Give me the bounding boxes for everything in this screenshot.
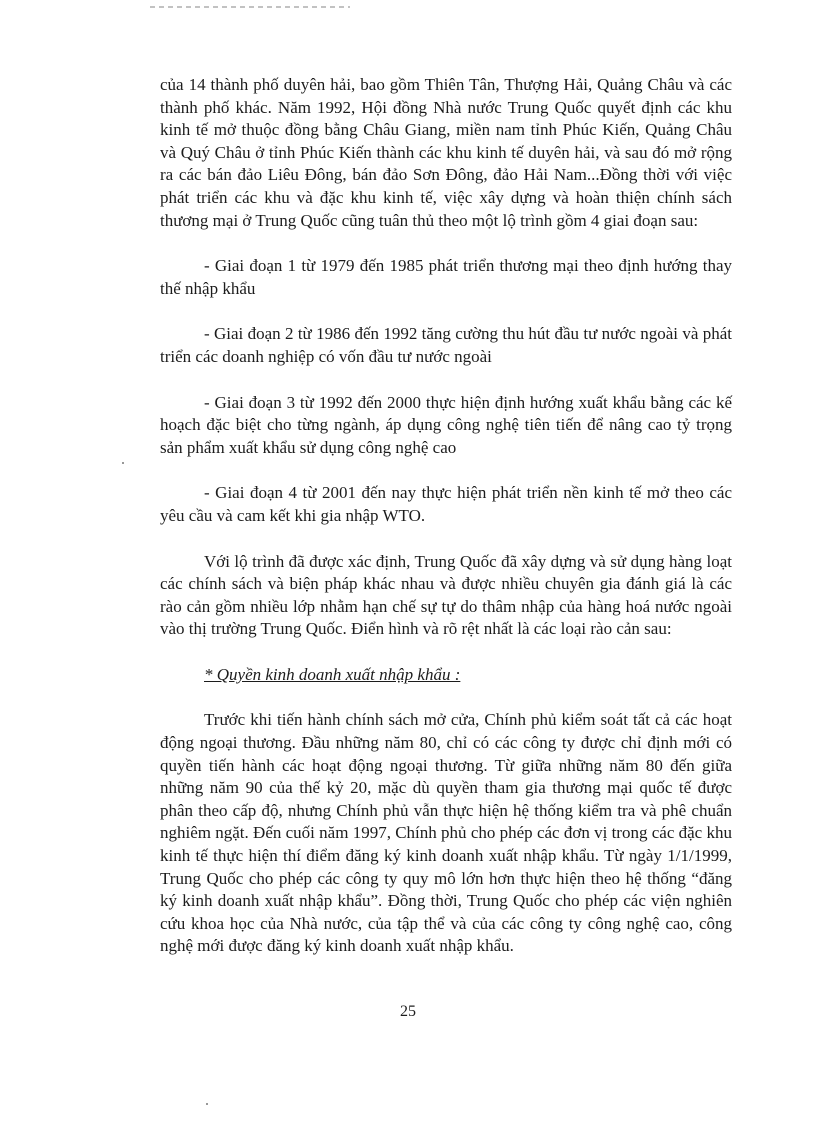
paragraph-coastal-cities: của 14 thành phố duyên hải, bao gồm Thiên Tân, Thượng Hải, Quảng Châu và các thành phố khác. Năm 1992, Hội đồng Nhà nước Trung Quốc quyết định các khu kinh tế mở thuộc đồng bằng Châu Giang, miền nam tỉnh Phúc Kiến, Quảng Châu và Quý Châu ở tỉnh Phúc Kiến thành các khu kinh tế duyên hải, và sau đó mở rộng ra các bán đảo Liêu Đông, bán đảo Sơn Đông, đảo Hải Nam...Đồng thời với việc phát triển các khu và đặc khu kinh tế, việc xây dựng và hoàn thiện chính sách thương mại ở Trung Quốc cũng tuân thủ theo một lộ trình gồm 4 giai đoạn sau:	[160, 75, 732, 230]
scan-speck	[122, 462, 124, 464]
paragraph-roadmap: Với lộ trình đã được xác định, Trung Quốc đã xây dựng và sử dụng hàng loạt các chính sách và biện pháp khác nhau và được nhiều chuyên gia đánh giá là các rào cản gồm nhiều lớp nhằm hạn chế sự tự do thâm nhập của hàng hoá nước ngoài vào thị trường Trung Quốc. Điển hình và rõ rệt nhất là các loại rào cản sau:	[160, 551, 732, 639]
paragraph-stage-3: - Giai đoạn 3 từ 1992 đến 2000 thực hiện định hướng xuất khẩu bằng các kế hoạch đặc biệt cho từng ngành, áp dụng công nghệ tiên tiến để nâng cao tỷ trọng sản phẩm xuất khẩu sử dụng công nghệ cao	[160, 392, 732, 457]
section-heading: * Quyền kinh doanh xuất nhập khẩu :	[204, 664, 461, 684]
paragraph-stage-4: - Giai đoạn 4 từ 2001 đến nay thực hiện phát triển nền kinh tế mở theo các yêu cầu và cam kết khi gia nhập WTO.	[160, 483, 732, 525]
body-text	[160, 74, 732, 958]
paragraph-trade-rights: Trước khi tiến hành chính sách mở cửa, Chính phủ kiểm soát tất cả các hoạt động ngoại thương. Đầu những năm 80, chỉ có các công ty được chỉ định mới có quyền tiến hành các hoạt động ngoại thương. Từ giữa những năm 80 đến giữa những năm 90 của thế kỷ 20, mặc dù quyền tham gia thương mại quốc tế được phân theo cấp độ, nhưng Chính phủ vẫn thực hiện hệ thống kiểm tra và phê chuẩn nghiêm ngặt. Đến cuối năm 1997, Chính phủ cho phép các đơn vị trong các đặc khu kinh tế thực hiện thí điểm đăng ký kinh doanh xuất nhập khẩu. Từ ngày 1/1/1999, Trung Quốc cho phép các công ty quy mô lớn hơn thực hiện theo hệ thống “đăng ký kinh doanh xuất nhập khẩu”. Đồng thời, Trung Quốc cho phép các viện nghiên cứu khoa học của Nhà nước, của tập thể và của các công ty công nghệ cao, công nghệ mới được đăng ký kinh doanh xuất nhập khẩu.	[160, 710, 732, 956]
page-number: 25	[400, 1003, 416, 1020]
paragraph-stage-2: - Giai đoạn 2 từ 1986 đến 1992 tăng cường thu hút đầu tư nước ngoài và phát triển các doanh nghiệp có vốn đầu tư nước ngoài	[160, 324, 732, 366]
paragraph-stage-1: - Giai đoạn 1 từ 1979 đến 1985 phát triển thương mại theo định hướng thay thế nhập khẩu	[160, 256, 732, 298]
scan-artifact-line	[150, 6, 350, 8]
scan-speck	[206, 1103, 208, 1105]
